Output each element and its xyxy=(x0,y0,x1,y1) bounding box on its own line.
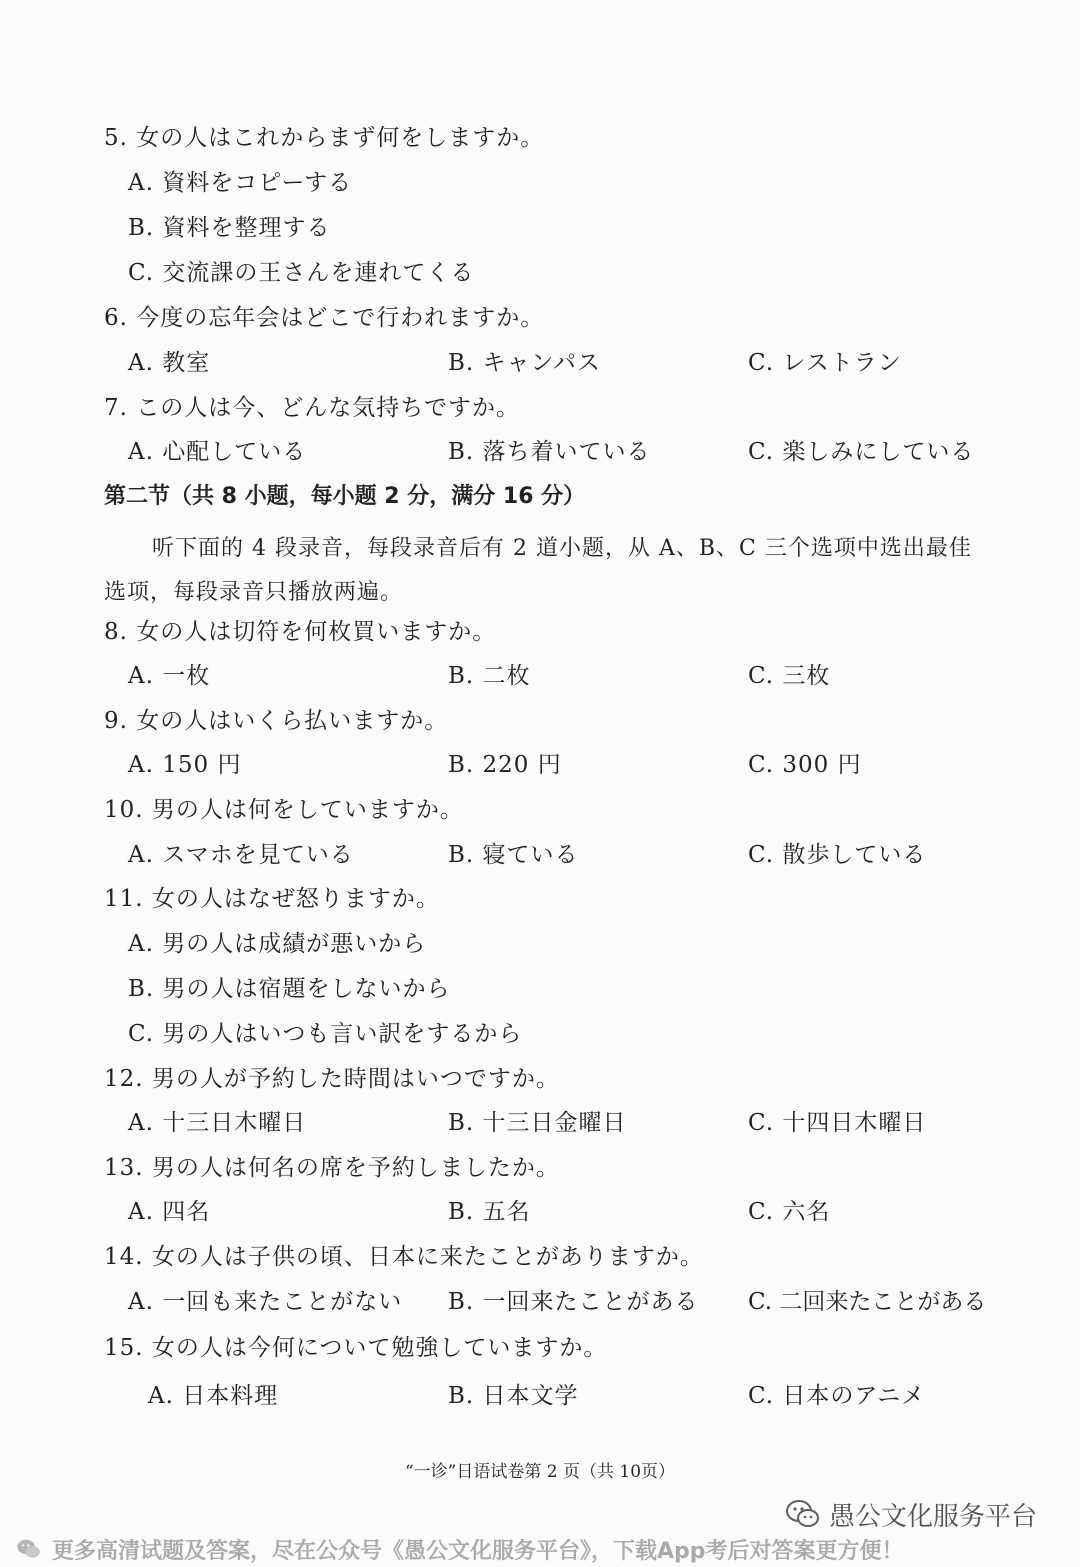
option-letter: C. xyxy=(748,1383,775,1409)
option-a xyxy=(128,1197,210,1227)
option-text: 四名 xyxy=(162,1199,211,1225)
option-letter: A. xyxy=(128,439,154,465)
question-14 xyxy=(104,1242,704,1272)
option-letter: B. xyxy=(448,1289,475,1315)
option-letter: C. xyxy=(748,350,775,376)
question-8 xyxy=(104,617,496,647)
wechat-icon xyxy=(16,1538,42,1560)
option-text: 日本のアニメ xyxy=(782,1383,926,1409)
section-instruction: 听下面的 4 段录音，每段录音后有 2 道小题，从 A、B、C 三个选项中选出最佳选项，每段录音只播放两遍。 xyxy=(104,536,972,605)
option-c xyxy=(748,1381,925,1411)
option-b xyxy=(448,348,601,378)
option-letter: A. xyxy=(128,1110,154,1136)
option-letter: C. xyxy=(748,439,775,465)
option-text: 150 円 xyxy=(162,752,242,778)
brand-watermark xyxy=(785,1496,1037,1532)
option-b xyxy=(448,1381,579,1411)
option-letter: B. xyxy=(448,752,475,778)
option-a xyxy=(128,661,210,691)
option-letter: B. xyxy=(448,1199,475,1225)
option-a xyxy=(128,840,354,870)
question-text: 男の人が予約した時間はいつですか。 xyxy=(151,1066,560,1092)
option-text: 五名 xyxy=(482,1199,531,1225)
option-c xyxy=(128,1019,522,1049)
option-letter: C. xyxy=(748,663,775,689)
option-text: 寝ている xyxy=(482,842,579,868)
option-c xyxy=(748,750,862,780)
option-text: 心配している xyxy=(162,439,307,465)
question-text: 男の人は何をしていますか。 xyxy=(151,797,464,823)
option-b xyxy=(448,840,579,870)
option-letter: B. xyxy=(448,842,475,868)
option-text: 十三日木曜日 xyxy=(162,1110,307,1136)
option-letter: A. xyxy=(128,1199,154,1225)
option-letter: A. xyxy=(128,842,154,868)
option-letter: A. xyxy=(148,1383,174,1409)
option-letter: A. xyxy=(128,170,154,196)
option-letter: B. xyxy=(128,215,155,241)
question-number: 7. xyxy=(104,395,128,421)
question-text: 今度の忘年会はどこで行われますか。 xyxy=(136,305,545,331)
question-number: 11. xyxy=(104,886,144,912)
option-a xyxy=(148,1381,278,1411)
question-9 xyxy=(104,706,448,736)
option-text: 楽しみにしている xyxy=(782,439,975,465)
option-letter: A. xyxy=(128,1289,154,1315)
option-letter: B. xyxy=(448,439,475,465)
option-letter: A. xyxy=(128,663,154,689)
option-a xyxy=(128,1287,402,1317)
option-b xyxy=(128,213,331,243)
option-text: 十三日金曜日 xyxy=(482,1110,627,1136)
option-text: 男の人はいつも言い訳をするから xyxy=(162,1021,523,1047)
option-text: 資料を整理する xyxy=(162,215,331,241)
question-text: 女の人はなぜ怒りますか。 xyxy=(151,886,440,912)
question-number: 8. xyxy=(104,619,128,645)
option-text: 男の人は宿題をしないから xyxy=(162,976,451,1002)
option-letter: A. xyxy=(128,931,154,957)
option-letter: B. xyxy=(448,1110,475,1136)
option-text: 日本料理 xyxy=(182,1383,279,1409)
option-text: スマホを見ている xyxy=(162,842,354,868)
option-text: 日本文学 xyxy=(482,1383,579,1409)
option-c xyxy=(128,258,474,288)
question-number: 9. xyxy=(104,708,128,734)
option-text: 一回来たことがある xyxy=(482,1289,699,1315)
option-b xyxy=(448,1197,531,1227)
question-text: 女の人は今何について勉強していますか。 xyxy=(151,1335,608,1361)
question-number: 5. xyxy=(104,125,128,151)
option-letter: C. xyxy=(748,842,775,868)
option-a xyxy=(128,929,426,959)
option-letter: C. xyxy=(128,260,155,286)
question-text: この人は今、どんな気持ちですか。 xyxy=(136,395,521,421)
option-c xyxy=(748,437,974,467)
option-c xyxy=(748,1287,986,1317)
option-text: 教室 xyxy=(162,350,211,376)
question-number: 10. xyxy=(104,797,144,823)
question-10 xyxy=(104,795,464,825)
question-number: 13. xyxy=(104,1155,144,1181)
option-letter: A. xyxy=(128,752,154,778)
question-number: 12. xyxy=(104,1066,144,1092)
page-footer: “一诊”日语试卷第 2 页（共 10页） xyxy=(404,1462,676,1482)
wechat-icon xyxy=(785,1499,821,1529)
question-text: 男の人は何名の席を予約しましたか。 xyxy=(151,1155,560,1181)
option-letter: C. xyxy=(748,1289,773,1315)
option-letter: C. xyxy=(748,1110,775,1136)
option-text: 散歩している xyxy=(782,842,927,868)
question-15 xyxy=(104,1333,607,1363)
option-text: キャンパス xyxy=(482,350,601,376)
option-c xyxy=(748,1197,830,1227)
option-b xyxy=(448,437,651,467)
option-text: 十四日木曜日 xyxy=(782,1110,927,1136)
option-b xyxy=(448,750,562,780)
option-text: 二回来たことがある xyxy=(779,1289,987,1315)
option-a xyxy=(128,750,241,780)
option-text: 男の人は成績が悪いから xyxy=(162,931,427,957)
option-letter: B. xyxy=(128,976,155,1002)
option-text: 二枚 xyxy=(482,663,531,689)
option-b xyxy=(128,974,451,1004)
option-c xyxy=(748,348,902,378)
question-5 xyxy=(104,123,544,153)
option-letter: C. xyxy=(748,752,775,778)
option-text: 三枚 xyxy=(782,663,831,689)
option-b xyxy=(448,1108,627,1138)
option-letter: A. xyxy=(128,350,154,376)
question-7 xyxy=(104,393,520,423)
option-letter: B. xyxy=(448,350,475,376)
option-b xyxy=(448,1287,699,1317)
question-text: 女の人は切符を何枚買いますか。 xyxy=(136,619,497,645)
question-text: 女の人はいくら払いますか。 xyxy=(136,708,449,734)
option-a xyxy=(128,348,210,378)
promo-banner xyxy=(16,1535,904,1563)
section-title: 第二节（共 8 小题，每小题 2 分，满分 16 分） xyxy=(104,484,586,509)
option-b xyxy=(448,661,531,691)
question-number: 14. xyxy=(104,1244,144,1270)
option-letter: C. xyxy=(128,1021,155,1047)
question-text: 女の人は子供の頃、日本に来たことがありますか。 xyxy=(151,1244,704,1270)
option-c xyxy=(748,840,926,870)
option-c xyxy=(748,1108,926,1138)
promo-text: 更多高清试题及答案，尽在公众号《愚公文化服务平台》，下载App考后对答案更方便！ xyxy=(52,1538,904,1564)
option-text: 一枚 xyxy=(162,663,211,689)
option-text: 220 円 xyxy=(482,752,562,778)
question-number: 15. xyxy=(104,1335,144,1361)
question-number: 6. xyxy=(104,305,128,331)
question-11 xyxy=(104,884,440,914)
option-letter: B. xyxy=(448,1383,475,1409)
question-12 xyxy=(104,1064,560,1094)
option-text: 六名 xyxy=(782,1199,831,1225)
option-text: 資料をコピーする xyxy=(162,170,353,196)
brand-name: 愚公文化服务平台 xyxy=(829,1501,1038,1532)
option-text: 落ち着いている xyxy=(482,439,651,465)
question-6 xyxy=(104,303,544,333)
option-text: 交流課の王さんを連れてくる xyxy=(162,260,475,286)
option-text: 300 円 xyxy=(782,752,862,778)
option-a xyxy=(128,437,306,467)
option-letter: C. xyxy=(748,1199,775,1225)
option-letter: B. xyxy=(448,663,475,689)
option-text: 一回も来たことがない xyxy=(162,1289,403,1315)
question-13 xyxy=(104,1153,560,1183)
question-text: 女の人はこれからまず何をしますか。 xyxy=(136,125,545,151)
option-a xyxy=(128,168,352,198)
option-a xyxy=(128,1108,306,1138)
option-c xyxy=(748,661,830,691)
option-text: レストラン xyxy=(782,350,902,376)
